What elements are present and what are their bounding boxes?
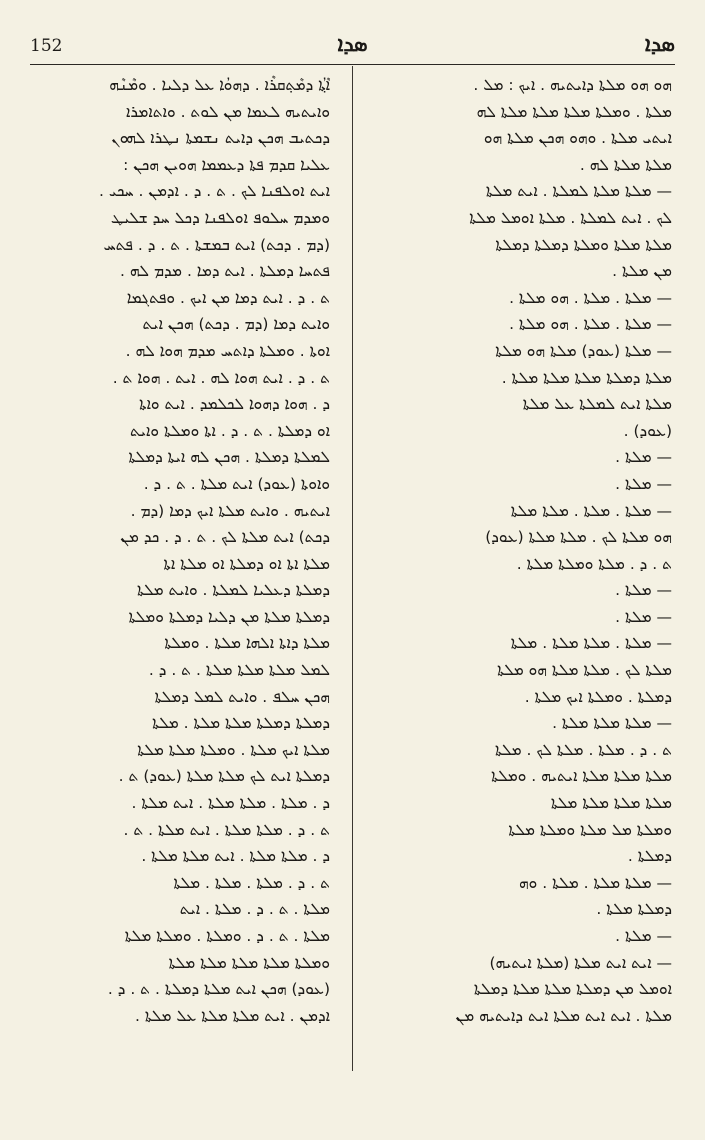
text-line: ܕ . ܡܠܬܐ . ܡܠܬܐ ܡܠܬܐ . ܐܝܬ ܡܠܬܐ . (131, 794, 330, 813)
text-line: ܕܟܬ) ܐܝܬ ܡܠܬܐ ܠܟ . ܬ . ܕ . ܟܕ ܡܢ (120, 528, 330, 547)
text-line: — ܡܠܬܐ ܡܠܬܐ . ܡܠܬܐ . ܘܗ (518, 873, 672, 892)
text-line: — ܡܠܬܐ . ܡܠܬܐ . ܗܘ ܡܠܬܐ . (509, 288, 672, 307)
text-line: ܡܠܬܐ . ܐܝܬ ܐܝܬ ܡܠܬܐ ܐܝܬ ܕܐܝܬܝܗ ܡܢ (455, 1006, 672, 1025)
text-line: ܡܠܬܐ ܕܐܬܐ ܐܠܗܐ ܡܠܬܐ . ܘܡܠܬܐ (164, 634, 330, 653)
text-line: ܥܠܝܐ ܩܕܡ ܦܬܐ ܕܥܡܡܐ ܗܘܝܢ ܗܟܢ : (123, 155, 330, 174)
text-line: — ܡܠܬܐ . ܡܠܬܐ . ܗܘ ܡܠܬܐ . (509, 315, 672, 334)
text-line: — ܡܠܬܐ . (615, 474, 672, 493)
text-line: — ܡܠܬܐ . (615, 581, 672, 600)
running-title: ܣܕܐ (337, 32, 368, 56)
text-line: ܡܠܬܐ ܡܠܬܐ ܡܠܬܐ ܡܠܬܐ (550, 794, 672, 813)
text-line: ܐܘܬܐ . ܘܡܠܬܐ ܕܐܬܚ ܡܕܡ ܗܘܐ ܠܗ . (125, 341, 330, 360)
text-line: ܬ . ܕ . ܡܠܬܐ . ܡܠܬܐ . ܡܠܬܐ (173, 873, 330, 892)
text-line: ܕܡܠܬܐ ܡܠܬܐ ܡܢ ܕܠܝܐ ܕܡܠܬܐ ܘܡܠܬܐ (128, 607, 330, 626)
text-line: ܡܠܬܐ ܐܝܬ ܠܡܠܬܐ ܥܠ ܡܠܬܐ (522, 395, 672, 414)
text-line: ܡܠܬܐ ܐܬܐ ܐܘ ܕܡܠܬܐ ܐܘ ܡܠܬܐ ܐܬܐ (163, 554, 330, 573)
right-column (372, 72, 672, 1072)
text-line: ܡܠܬܐ . ܬ . ܕ . ܘܡܠܬܐ . ܘܡܠܬܐ ܡܠܬܐ (124, 927, 330, 945)
text-line: — ܡܠܬܐ ܡܠܬܐ ܠܡܠܬܐ . ܐܝܬ ܡܠܬܐ (485, 182, 672, 201)
text-line: ܘܐܘܬܐ (ܥܘܕ) ܐܝܬ ܡܠܬܐ . ܬ . ܕ . (143, 474, 330, 493)
text-line: ܬ . ܕ . ܐܝܬ ܗܘܐ ܠܗ . ܐܝܬ . ܗܘܐ ܬ . (112, 368, 330, 387)
text-line: ܕܡܠܬܐ . ܘܡܠܬܐ ܐܝܟ ܡܠܬܐ . (524, 687, 672, 706)
text-line: ܡܠܬܐ ܠܟ . ܡܠܬܐ ܡܠܬܐ ܗܘ ܡܠܬܐ (497, 661, 672, 680)
text-line: ܬ . ܕ . ܡܠܬܐ . ܡܠܬܐ ܠܟ . ܡܠܬܐ (494, 740, 672, 759)
page-number: 152 (30, 36, 63, 56)
text-line: ܘܐܝܬ ܕܡܐ (ܕܡ . ܕܟܬ) ܗܟܢ ܐܝܬ (142, 315, 330, 334)
text-line: ܐܶܬ݂ܳܐ ܕܡܶܬ݂ܩܪܶܐ . ܕܗܘܳܐ ܥܠ ܕܠܝܐ . ܘܡܶܢܶܗ (109, 76, 330, 94)
text-line: ܕܡܠܬܐ ܕܡܠܬܐ ܡܠܬܐ ܡܠܬܐ . ܡܠܬܐ (152, 714, 330, 733)
text-line: — ܡܠܬܐ . (615, 448, 672, 467)
text-line: ܘܐܝܬܝܗ ܠܥܡܐ ܡܢ ܠܘܬ . ܘܐܬܐܡܪܐ (126, 102, 330, 121)
text-line: ܡܠܬܐ ܕܡܠܬܐ ܡܠܬܐ ܡܠܬܐ ܡܠܬܐ . (501, 368, 672, 387)
text-line: ܡܠܬܐ ܡܠܬܐ ܡܠܬܐ ܐܝܬܝܗ . ܘܡܠܬܐ (491, 767, 672, 786)
text-line: ܦܬܚܐ ܕܡܠܬܐ . ܐܝܬ ܕܡܐ . ܡܕܡ ܠܗ . (119, 262, 330, 281)
text-line: — ܡܠܬܐ . (615, 607, 672, 626)
text-line: ܗܟܢ ܚܠܦ . ܘܐܝܬ ܠܡܠ ܕܡܠܬܐ (154, 687, 330, 706)
text-line: ܠܟ . ܐܝܬ ܠܡܠܬܐ . ܡܠܬܐ ܐܘܡܠ ܡܠܬܐ (469, 208, 672, 227)
text-line: — ܡܠܬܐ (ܥܘܕ) ܡܠܬܐ ܗܘ ܡܠܬܐ (495, 341, 672, 360)
text-line: — ܐܝܬ ܐܝܬ ܡܠܬܐ (ܡܠܬܐ ܐܝܬܝܗ) (489, 953, 672, 972)
text-line: ܡܠܬܐ ܐܝܟ ܡܠܬܐ . ܘܡܠܬܐ ܡܠܬܐ ܡܠܬܐ (137, 740, 330, 759)
running-head: ܣܕܐ (644, 32, 675, 56)
text-line: — ܡܠܬܐ ܡܠܬܐ ܡܠܬܐ . (552, 714, 672, 733)
text-line: ܐܘ ܕܡܠܬܐ . ܬ . ܕ . ܐܬܐ ܘܡܠܬܐ ܘܐܝܬ (129, 421, 330, 440)
text-line: ܡܠܬܐ ܡܠܬܐ ܘܡܠܬܐ ܕܡܠܬܐ ܕܡܠܬܐ (495, 235, 672, 254)
text-line: ܡܠܬܐ . ܬ . ܕ . ܡܠܬܐ . ܐܝܬ (179, 900, 330, 919)
text-line: ܕ . ܡܠܬܐ ܡܠܬܐ . ܐܝܬ ܡܠܬܐ ܡܠܬܐ . (141, 847, 330, 866)
text-line: ܬ . ܕ . ܡܠܬܐ ܘܡܠܬܐ ܡܠܬܐ . (516, 554, 672, 573)
text-line: ܬ . ܕ . ܐܝܬ ܕܡܐ ܡܢ ܐܝܟ . ܘܦܬܓܡܐ (126, 288, 330, 307)
text-line: (ܕܡ . ܕܟܬ) ܐܝܬ ܒܡܫܬܐ . ܬ . ܕ . ܦܬܚ (103, 235, 330, 254)
text-line: ܡܠܬܐ ܡܠܬܐ ܠܗ . (579, 155, 672, 174)
text-line: ܐܝܬ ܐܘܠܦܢܐ ܠܟ . ܬ . ܕ . ܐܕܡܢ . ܚܟܝ . (99, 182, 330, 201)
text-line: ܐܕܡܢ . ܐܝܬ ܡܠܬܐ ܡܠܬܐ ܥܠ ܡܠܬܐ . (134, 1006, 330, 1025)
text-line: ܗܘ ܗܘ ܡܠܬܐ ܕܐܝܬܝܗ . ܐܝܟ : ܡܠ . (473, 76, 672, 94)
text-line: (ܥܘܕ) ܗܟܢ ܐܝܬ ܡܠܬܐ ܕܡܠܬܐ . ܬ . ܕ . (107, 980, 330, 999)
text-line: ܠܡܠ ܡܠܬܐ ܡܠܬܐ ܡܠܬܐ . ܬ . ܕ . (148, 661, 330, 680)
text-line: — ܡܠܬܐ . (615, 927, 672, 945)
text-line: ܗܘ ܡܠܬܐ ܠܟ . ܡܠܬܐ ܡܠܬܐ (ܥܘܕ) (485, 528, 672, 547)
text-line: (ܥܘܕ) . (623, 421, 672, 440)
text-line: ܬ . ܕ . ܡܠܬܐ ܡܠܬܐ . ܐܝܬ ܡܠܬܐ . ܬ . (123, 820, 330, 839)
text-line: ܘܡܕܡ ܚܠܘܦ ܐܘܠܦܢܐ ܕܟܠ ܚܕ ܫܠܝܛ (110, 208, 330, 227)
text-line: ܕܡܠܬܐ ܡܠܬܐ . (596, 900, 672, 919)
text-line: ܘܡܠܬܐ ܡܠܬܐ ܡܠܬܐ ܡܠܬܐ ܡܠܬܐ (168, 953, 330, 972)
text-line: ܕܡܠܬܐ ܐܝܬ ܠܟ ܡܠܬܐ ܡܠܬܐ (ܥܘܕ) ܬ . (118, 767, 330, 786)
text-line: — ܡܠܬܐ . ܡܠܬܐ ܡܠܬܐ . ܡܠܬܐ (510, 634, 672, 653)
text-line: ܐܘܡܠ ܡܢ ܕܡܠܬܐ ܡܠܬܐ ܡܠܬܐ ܕܡܠܬܐ (473, 980, 672, 999)
text-line: ܡܢ ܡܠܬܐ . (612, 262, 672, 281)
text-line: ܐܝܬܝ ܡܠܬܐ . ܘܗܘ ܗܟܢ ܡܠܬܐ ܗܘ (483, 129, 672, 148)
text-line: ܕܟܬܝܒ ܗܟܢ ܕܐܝܬ ܢܫܡܬܐ ܢܛܪܐ ܠܗܘܢ (111, 129, 330, 148)
column-divider (352, 66, 353, 1071)
text-line: ܡܠܬܐ . ܘܡܠܬܐ ܡܠܬܐ ܡܠܬܐ ܡܠܬܐ ܠܗ (476, 102, 672, 121)
text-line: ܠܡܠܬܐ ܕܡܠܬܐ . ܗܟܢ ܠܗ ܐܝܬܐ ܕܡܠܬܐ (128, 448, 330, 467)
text-line: ܐܝܬܝܗ . ܘܐܝܬ ܡܠܬܐ ܐܝܟ ܕܡܐ (ܕܡ . (130, 501, 330, 520)
text-line: ܕܡܠܬܐ ܕܥܠܝܐ ܠܡܠܬܐ . ܘܐܝܬ ܡܠܬܐ (137, 581, 330, 600)
left-column (30, 72, 330, 1072)
page-header (30, 30, 675, 64)
text-line: ܘܡܠܬܐ ܡܠ ܡܠܬܐ ܘܡܠܬܐ ܡܠܬܐ (508, 820, 672, 839)
text-line: ܕ . ܗܘܐ ܕܗܘܐ ܠܟܠܡܕ . ܐܝܬ ܘܐܬܐ (139, 395, 330, 414)
header-rule (30, 64, 675, 65)
text-line: ܕܡܠܬܐ . (627, 847, 672, 866)
text-line: — ܡܠܬܐ . ܡܠܬܐ . ܡܠܬܐ ܡܠܬܐ (510, 501, 672, 520)
